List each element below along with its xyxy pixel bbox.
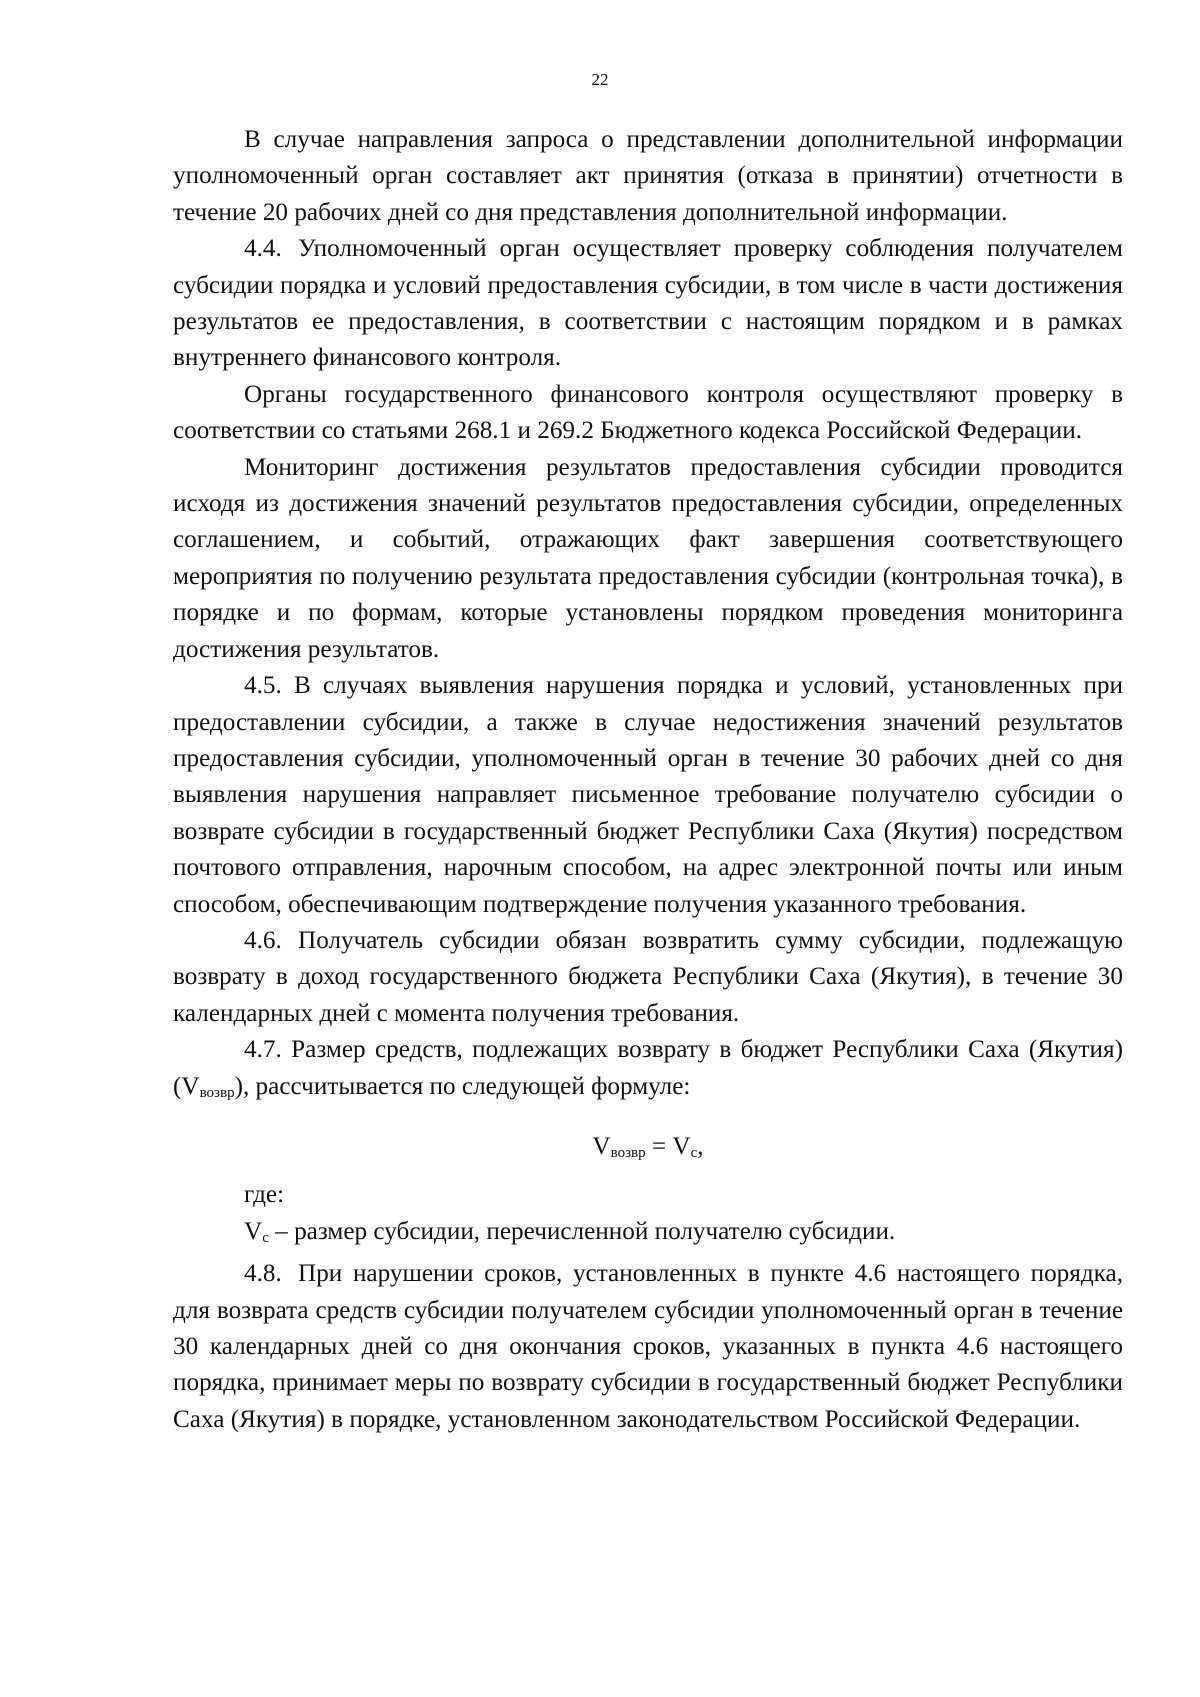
paragraph-text: Уполномоченный орган осуществляет проверку соблюдения получателем субсидии порядка и условий предоставления субсидии, в том числе в части достижения результатов ее предоставления, в соответствии с настоящим порядком и в рамках внутреннего финансового контроля. — [173, 235, 1123, 372]
paragraph-4-7 — [173, 1032, 1123, 1111]
page-number: 22 — [591, 70, 609, 89]
variable-vc: V — [244, 1217, 263, 1245]
formula-lhs: V — [592, 1132, 611, 1160]
paragraph-additional-info: В случае направления запроса о представлении дополнительной информации уполномоченный орган составляет акт принятия (отказа в принятии) отчетности в течение 20 рабочих дней со дня представления дополнительной информации. — [173, 126, 1123, 226]
paragraph-4-8 — [173, 1256, 1123, 1438]
paragraph-text: При нарушении сроков, установленных в пункте 4.6 настоящего порядка, для возврата средств субсидии получателем субсидии уполномоченный орган в течение 30 календарных дней со дня окончания сроков, указанных в пункта 4.6 настоящего порядка, принимает меры по возврату субсидии в государственный бюджет Республики Саха (Якутия) в порядке, установленном законодательством Российской Федерации. — [173, 1260, 1123, 1433]
paragraph-text: ), рассчитывается по следующей формуле: — [234, 1072, 691, 1100]
paragraph-vc-definition — [173, 1214, 1123, 1256]
paragraph-where: где: — [244, 1181, 285, 1209]
formula — [173, 1129, 1123, 1171]
formula-equals: = — [645, 1132, 673, 1160]
paragraph-text: Получатель субсидии обязан возвратить сумму субсидии, подлежащую возврату в доход государственного бюджета Республики Саха (Якутия), в течение 30 календарных дней с момента получения требования. — [173, 926, 1123, 1027]
paragraph-4-4 — [173, 231, 1123, 377]
paragraph-4-6 — [173, 923, 1123, 1032]
paragraph-4-5: 4.5. В случаях выявления нарушения порядка и условий, установленных при предоставлении субсидии, а также в случае недостижения значений результатов предоставления субсидии, уполномоченный орган в течение 30 рабочих дней со дня выявления нарушения направляет письменное требование получателю субсидии о возврате субсидии в государственный бюджет Республики Саха (Якутия) посредством почтового отправления, нарочным способом, на адрес электронной почты или иным способом, обеспечивающим подтверждение получения указанного требования. — [173, 672, 1123, 918]
formula-trail: , — [697, 1132, 704, 1160]
paragraph-text: – размер субсидии, перечисленной получателю субсидии. — [268, 1217, 896, 1245]
paragraph-monitoring: Мониторинг достижения результатов предоставления субсидии проводится исходя из достижения значений результатов предоставления субсидии, определенных соглашением, и событий, отражающих факт завершения соответствующего мероприятия по получению результата предоставления субсидии (контрольная точка), в порядке и по формам, которые установлены порядком проведения мониторинга достижения результатов. — [173, 453, 1123, 663]
clause-number: 4.6. — [244, 926, 282, 954]
paragraph-financial-control: Органы государственного финансового контроля осуществляют проверку в соответствии со статьями 268.1 и 269.2 Бюджетного кодекса Российской Федерации. — [173, 380, 1123, 445]
clause-number: 4.8. — [244, 1260, 282, 1288]
paragraph-text: 4.7. Размер средств, подлежащих возврату в бюджет Республики Саха (Якутия) (V — [173, 1036, 1123, 1100]
formula-rhs-subscript: с — [690, 1144, 698, 1161]
formula-lhs-subscript: возвр — [610, 1144, 646, 1161]
formula-rhs: V — [672, 1132, 691, 1160]
variable-vc-subscript: с — [262, 1229, 269, 1246]
subscript: возвр — [199, 1084, 235, 1101]
document-body — [173, 122, 1123, 1438]
clause-number: 4.4. — [244, 235, 282, 263]
